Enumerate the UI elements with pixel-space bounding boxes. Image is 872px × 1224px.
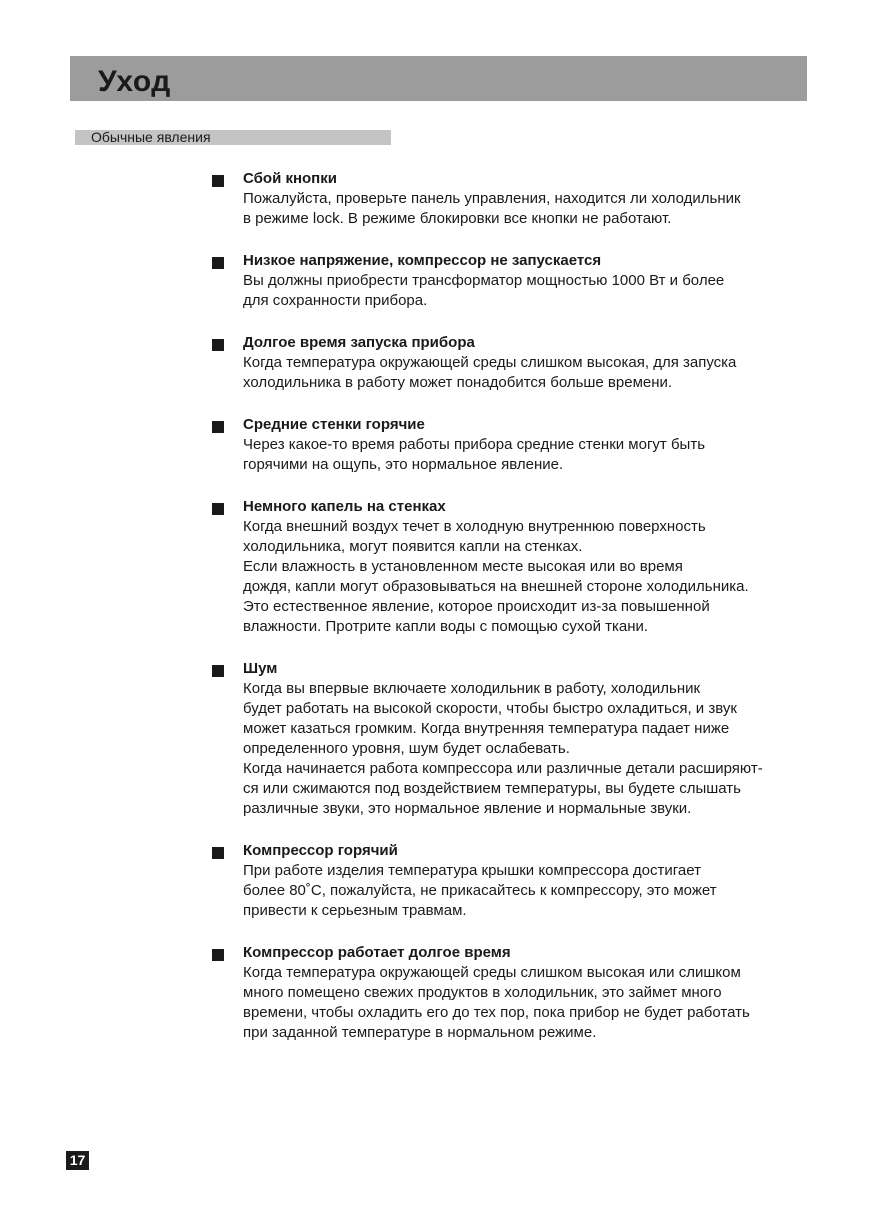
item-title: Низкое напряжение, компрессор не запускается bbox=[243, 252, 602, 269]
item-body: Когда температура окружающей среды слишком высокая или слишком много помещено свежих продуктов в холодильник, это займет много времени, чтобы охладить его до тех пор, пока прибор не будет работать при заданной температуре в нормальном режиме. bbox=[243, 964, 750, 1041]
square-bullet-icon bbox=[212, 257, 224, 269]
items-list bbox=[212, 169, 812, 1065]
page-number: 17 bbox=[66, 1151, 89, 1170]
item-title: Компрессор работает долгое время bbox=[243, 944, 511, 961]
item-body: Пожалуйста, проверьте панель управления, находится ли холодильник в режиме lock. В режиме блокировки все кнопки не работают. bbox=[243, 190, 741, 227]
item-body: Вы должны приобрести трансформатор мощностью 1000 Вт и более для сохранности прибора. bbox=[243, 272, 725, 309]
square-bullet-icon bbox=[212, 339, 224, 351]
item-title: Сбой кнопки bbox=[243, 170, 337, 187]
list-item bbox=[212, 943, 812, 1043]
item-title: Долгое время запуска прибора bbox=[243, 334, 475, 351]
item-body: Когда внешний воздух течет в холодную внутреннюю поверхность холодильника, могут появится капли на стенках. Если влажность в установленном месте высокая или во время дождя, капли могут образовываться на внешней стороне холодильника. Это естественное явление, которое происходит из-за повышенной влажности. Протрите капли воды с помощью сухой ткани. bbox=[243, 518, 749, 635]
item-body: Когда температура окружающей среды слишком высокая, для запуска холодильника в работу может понадобится больше времени. bbox=[243, 354, 737, 391]
item-body: При работе изделия температура крышки компрессора достигает более 80˚С, пожалуйста, не прикасайтесь к компрессору, это может привести к серьезным травмам. bbox=[243, 862, 717, 919]
section-label: Обычные явления bbox=[91, 129, 211, 145]
list-item bbox=[212, 415, 812, 475]
list-item bbox=[212, 251, 812, 311]
item-body: Когда вы впервые включаете холодильник в работу, холодильник будет работать на высокой скорости, чтобы быстро охладиться, и звук может казаться громким. Когда внутренняя температура падает ниже определенного уровня, шум будет ослабевать. Когда начинается работа компрессора или различные детали расширяют- ся или сжимаются под воздействием температуры, вы будете слышать различные звуки, это нормальное явление и нормальные звуки. bbox=[243, 680, 763, 817]
square-bullet-icon bbox=[212, 665, 224, 677]
square-bullet-icon bbox=[212, 847, 224, 859]
item-title: Средние стенки горячие bbox=[243, 416, 425, 433]
page-title: Уход bbox=[98, 65, 171, 98]
square-bullet-icon bbox=[212, 949, 224, 961]
square-bullet-icon bbox=[212, 175, 224, 187]
item-title: Шум bbox=[243, 660, 278, 677]
list-item bbox=[212, 169, 812, 229]
header-bar bbox=[70, 56, 807, 101]
item-title: Компрессор горячий bbox=[243, 842, 398, 859]
item-title: Немного капель на стенках bbox=[243, 498, 446, 515]
item-body: Через какое-то время работы прибора средние стенки могут быть горячими на ощупь, это нормальное явление. bbox=[243, 436, 706, 473]
section-bar bbox=[75, 130, 391, 145]
list-item bbox=[212, 841, 812, 921]
list-item bbox=[212, 333, 812, 393]
square-bullet-icon bbox=[212, 421, 224, 433]
list-item bbox=[212, 497, 812, 637]
list-item bbox=[212, 659, 812, 819]
square-bullet-icon bbox=[212, 503, 224, 515]
